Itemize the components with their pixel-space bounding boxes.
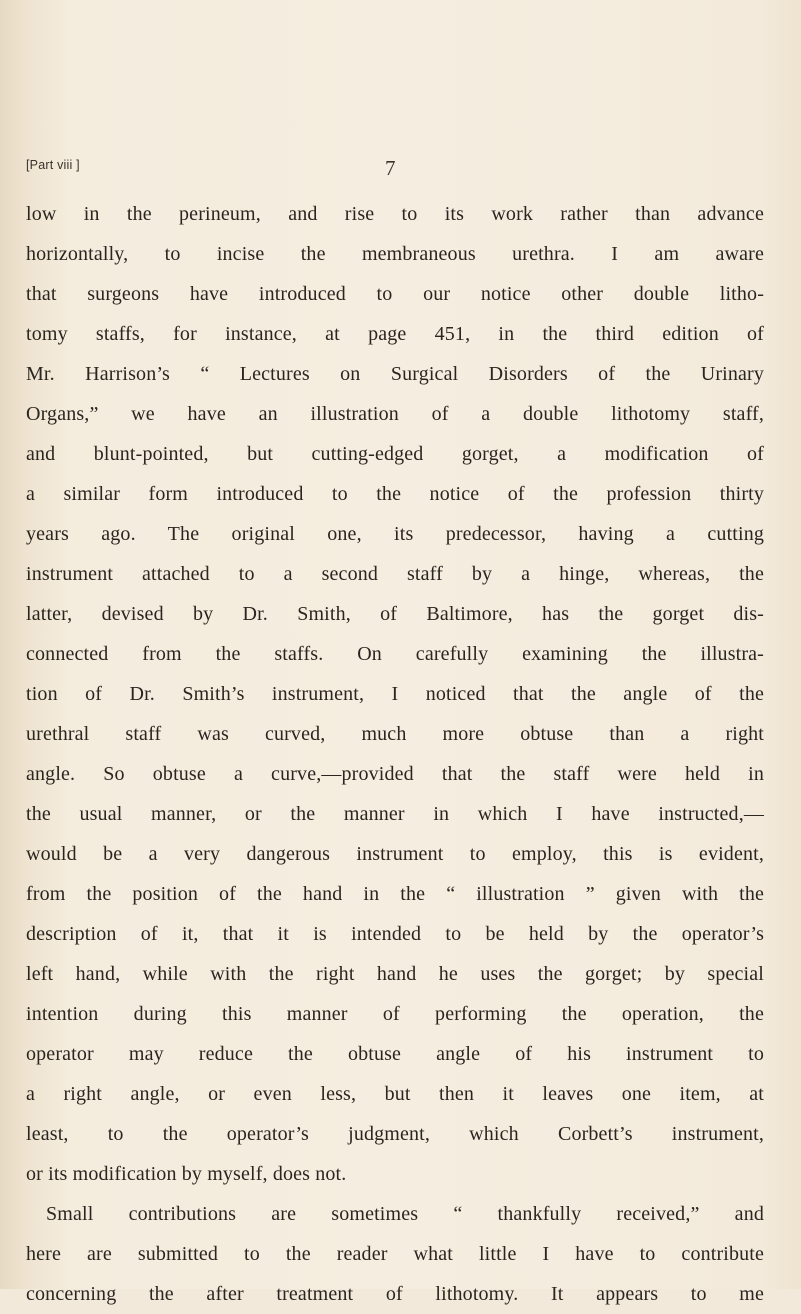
part-label: [Part viii ] — [26, 158, 80, 172]
text-line: would be a very dangerous instrument to employ, this is evident, — [26, 843, 764, 865]
text-line: from the position of the hand in the “ illustration ” given with the — [26, 883, 764, 905]
text-line: angle. So obtuse a curve,—provided that the staff were held in — [26, 763, 764, 785]
text-line: left hand, while with the right hand he uses the gorget; by special — [26, 963, 764, 985]
text-line: Mr. Harrison’s “ Lectures on Surgical Disorders of the Urinary — [26, 363, 764, 385]
text-line: that surgeons have introduced to our notice other double litho- — [26, 283, 764, 305]
text-line: operator may reduce the obtuse angle of his instrument to — [26, 1043, 764, 1065]
page-number: 7 — [385, 156, 396, 180]
text-line: a similar form introduced to the notice of the profession thirty — [26, 483, 764, 505]
text-line: latter, devised by Dr. Smith, of Baltimore, has the gorget dis- — [26, 603, 764, 625]
page-header — [0, 156, 801, 186]
body-text — [26, 194, 764, 1314]
text-line: least, to the operator’s judgment, which Corbett’s instrument, — [26, 1123, 764, 1145]
text-line: here are submitted to the reader what little I have to contribute — [26, 1243, 764, 1265]
text-line: intention during this manner of performing the operation, the — [26, 1003, 764, 1025]
paragraph-start-line: Small contributions are sometimes “ thankfully received,” and — [46, 1203, 764, 1225]
text-line: instrument attached to a second staff by a hinge, whereas, the — [26, 563, 764, 585]
text-line: description of it, that it is intended to be held by the operator’s — [26, 923, 764, 945]
text-line: Organs,” we have an illustration of a double lithotomy staff, — [26, 403, 764, 425]
text-line: tomy staffs, for instance, at page 451, in the third edition of — [26, 323, 764, 345]
text-line: horizontally, to incise the membraneous urethra. I am aware — [26, 243, 764, 265]
text-line: low in the perineum, and rise to its work rather than advance — [26, 203, 764, 225]
text-line: tion of Dr. Smith’s instrument, I noticed that the angle of the — [26, 683, 764, 705]
text-line: connected from the staffs. On carefully examining the illustra- — [26, 643, 764, 665]
text-line: urethral staff was curved, much more obtuse than a right — [26, 723, 764, 745]
text-line: a right angle, or even less, but then it leaves one item, at — [26, 1083, 764, 1105]
text-line: concerning the after treatment of lithotomy. It appears to me — [26, 1283, 764, 1305]
text-line: the usual manner, or the manner in which I have instructed,— — [26, 803, 764, 825]
text-line: years ago. The original one, its predecessor, having a cutting — [26, 523, 764, 545]
text-line: and blunt-pointed, but cutting-edged gorget, a modification of — [26, 443, 764, 465]
text-line: or its modification by myself, does not. — [26, 1163, 347, 1185]
